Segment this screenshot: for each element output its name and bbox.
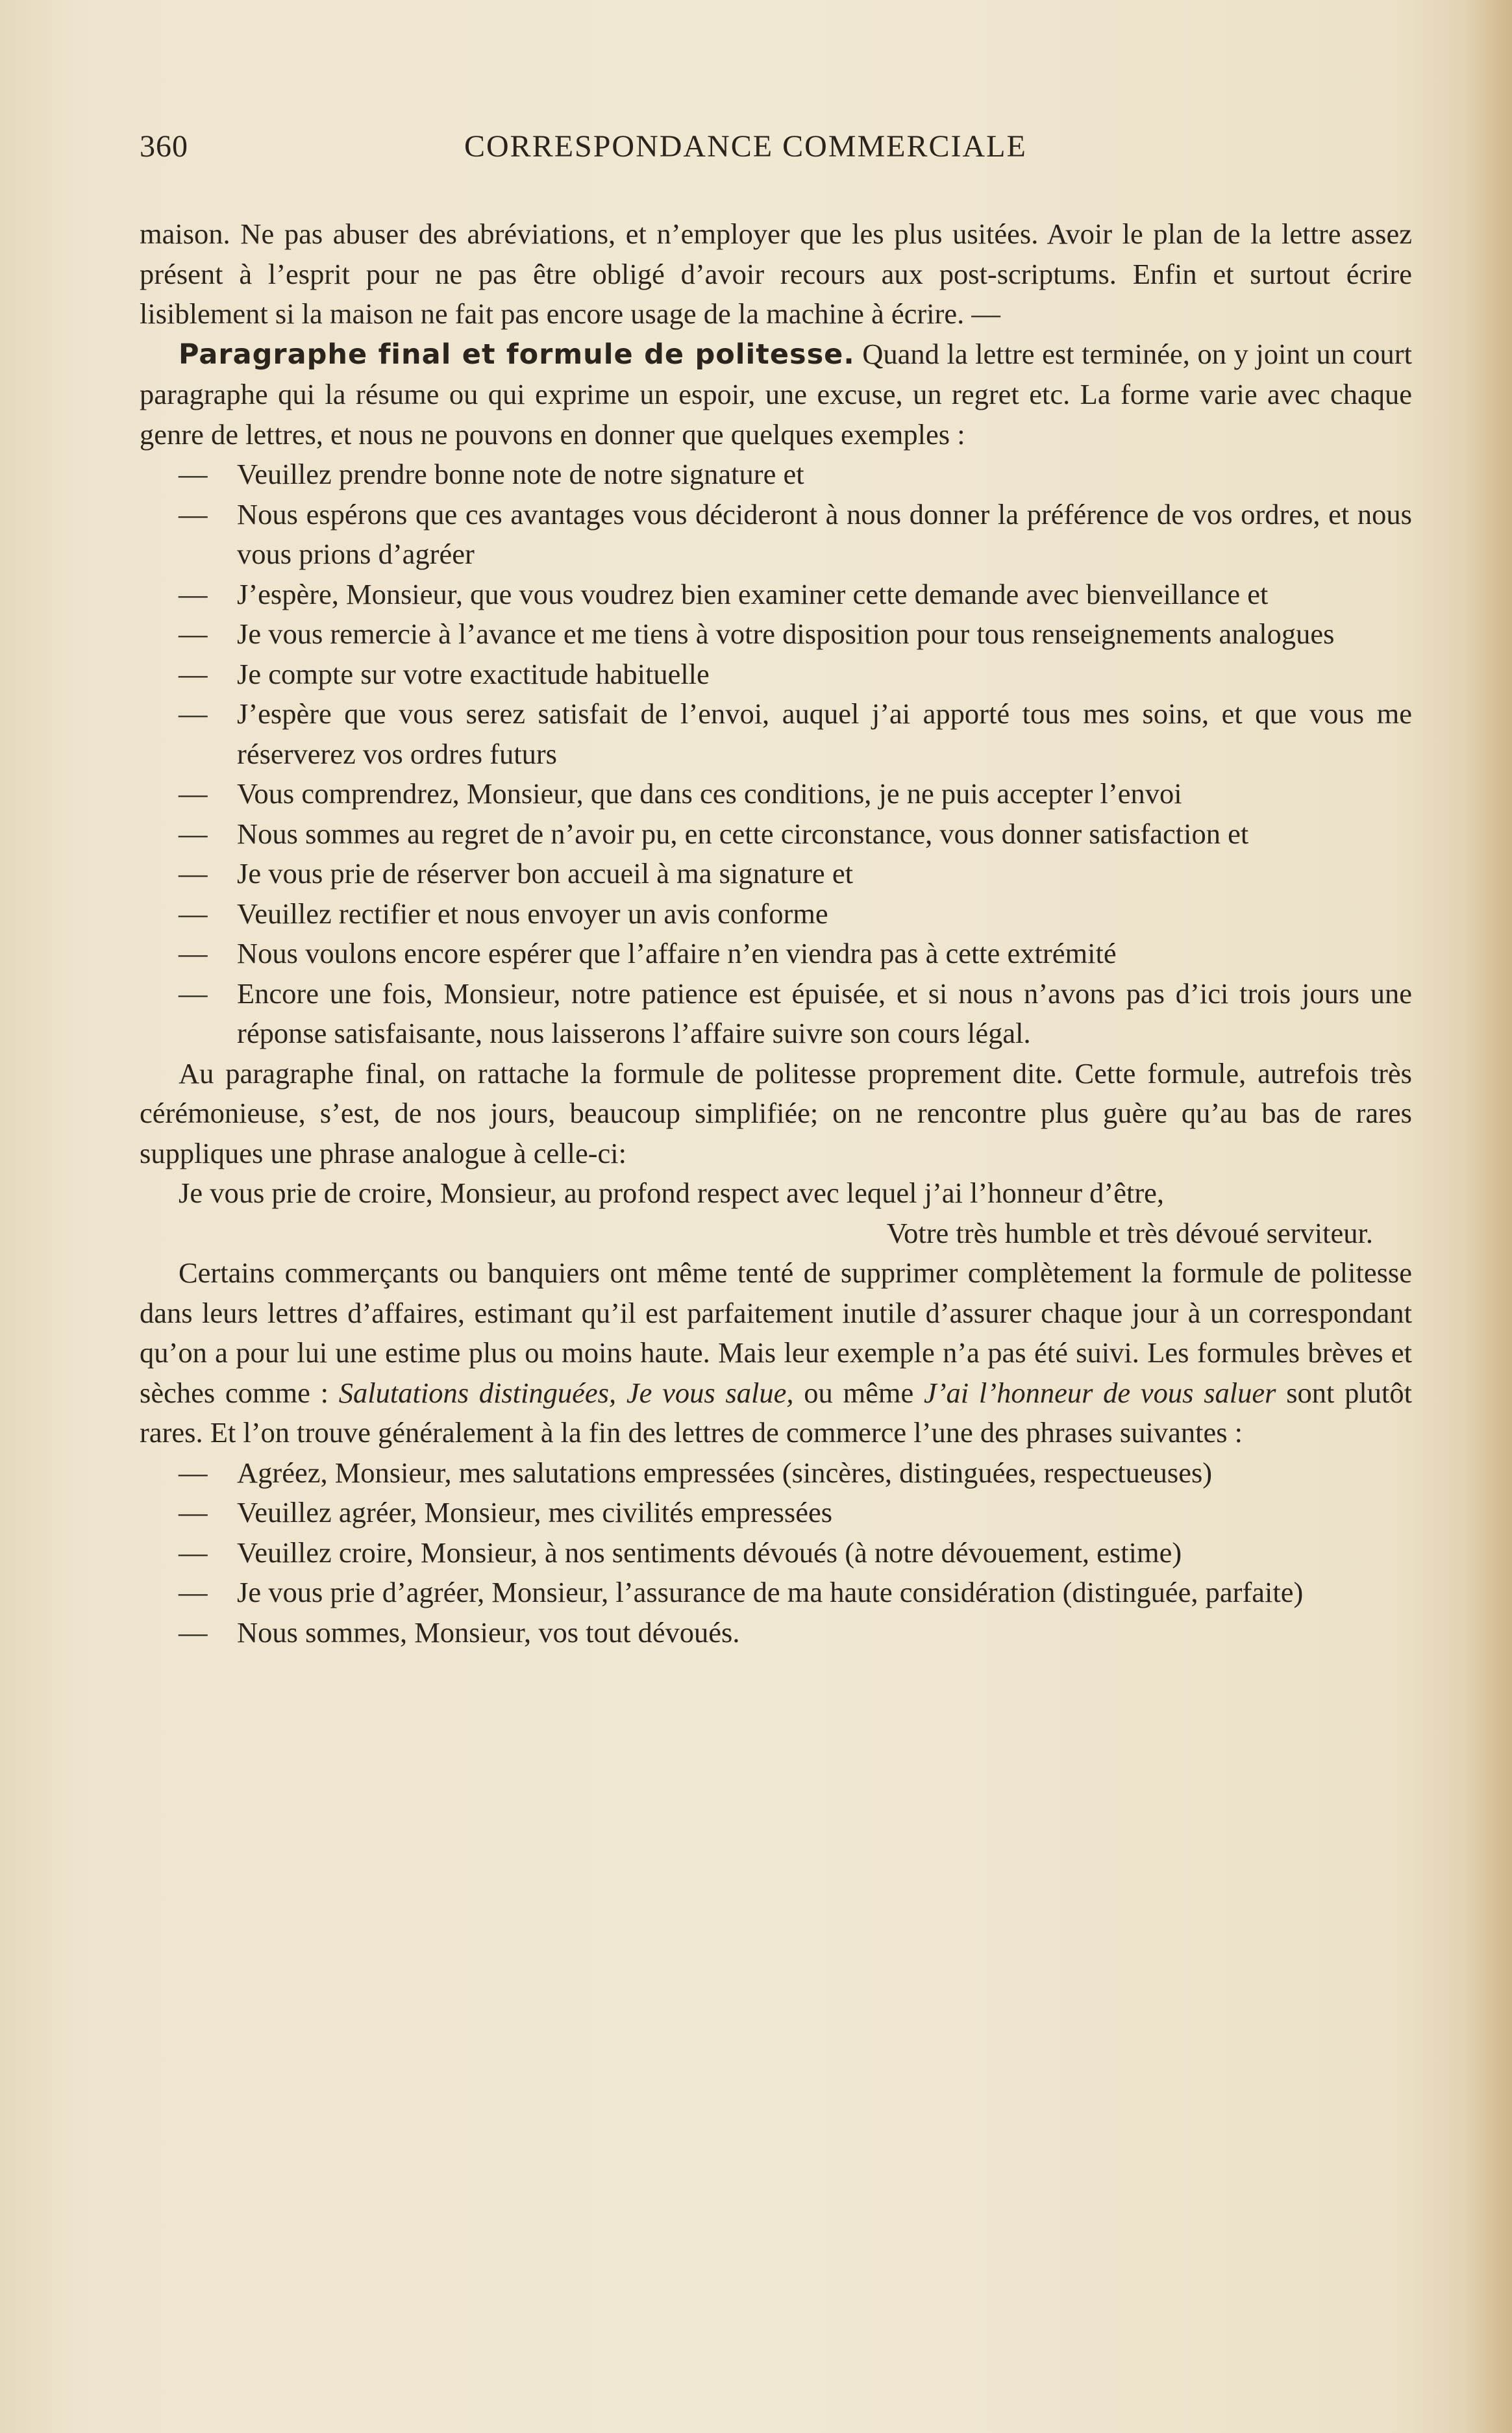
formule-paragraph: Au paragraphe final, on rattache la formule de politesse proprement dite. Cette formule, autrefois très cérémonieuse, s’est, de nos jours, beaucoup simplifiée; on ne rencontre plus guère qu’au bas de rares suppliques une phrase analogue à celle-ci: (140, 1056, 1412, 1169)
page-edge-shadow (1467, 0, 1512, 2433)
quote-closing: Votre très humble et très dévoué serviteur. (886, 1216, 1373, 1249)
list-item: — Je vous prie de réserver bon accueil à ma signature et (237, 854, 1412, 894)
list-item: — Veuillez prendre bonne note de notre signature et (237, 455, 1412, 495)
italic-formule-2: J’ai l’honneur de vous saluer (923, 1376, 1276, 1409)
list-item: — J’espère, Monsieur, que vous voudrez bien examiner cette demande avec bienveillance et (237, 575, 1412, 615)
certains-text-2: sont plutôt rares. Et l’on trouve généralement à la fin des lettres de commerce l’une des phrases suivantes : (140, 1376, 1412, 1449)
list-item: — Veuillez agréer, Monsieur, mes civilités empressées (237, 1493, 1412, 1533)
list-item: — Je compte sur votre exactitude habituelle (237, 655, 1412, 695)
list-item: — Je vous remercie à l’avance et me tiens à votre disposition pour tous renseignements analogues (237, 614, 1412, 655)
intro-paragraph: maison. Ne pas abuser des abréviations, et n’employer que les plus usitées. Avoir le plan de la lettre assez présent à l’esprit pour ne pas être obligé d’avoir recours aux post-scriptums. Enfin et surtout écrire lisiblement si la maison ne fait pas encore usage de la machine à écrire. — (140, 218, 1412, 330)
list-item: — Nous sommes au regret de n’avoir pu, en cette circonstance, vous donner satisfaction et (237, 814, 1412, 855)
running-title: CORRESPONDANCE COMMERCIALE (464, 129, 1027, 164)
page-body (140, 214, 1412, 1653)
list-item: — Agréez, Monsieur, mes salutations empressées (sincères, distinguées, respectueuses) (237, 1453, 1412, 1493)
section-paragraph (140, 334, 1412, 455)
list-item: — Je vous prie d’agréer, Monsieur, l’assurance de ma haute considération (distinguée, parfaite) (237, 1573, 1412, 1613)
page-number: 360 (140, 129, 188, 164)
certains-text-1: Certains commerçants ou banquiers ont même tenté de supprimer complètement la formule de politesse dans leurs lettres d’affaires, estimant qu’il est parfaitement inutile d’assurer chaque jour à un correspondant qu’on a pour lui une estime plus ou moins haute. Mais leur exemple n’a pas été suivi. Les formules brèves et sèches comme : (140, 1256, 1412, 1409)
list-item: — Veuillez rectifier et nous envoyer un avis conforme (237, 894, 1412, 934)
formules-list (140, 1453, 1412, 1653)
list-item: — Nous espérons que ces avantages vous décideront à nous donner la préférence de vos ordres, et nous vous prions d’agréer (237, 495, 1412, 575)
italic-formule-1: Salutations distinguées, Je vous salue, (338, 1376, 794, 1409)
list-item: — Encore une fois, Monsieur, notre patience est épuisée, et si nous n’avons pas d’ici trois jours une réponse satisfaisante, nous laisserons l’affaire suivre son cours légal. (237, 974, 1412, 1054)
quote-text: Je vous prie de croire, Monsieur, au profond respect avec lequel j’ai l’honneur d’être, (179, 1177, 1165, 1209)
section-text: Quand la lettre est terminée, on y joint un court paragraphe qui la résume ou qui exprime un espoir, une excuse, un regret etc. La forme varie avec chaque genre de lettres, et nous ne pouvons en donner que quelques exemples : (140, 337, 1412, 451)
section-heading: Paragraphe final et formule de politesse. (179, 338, 855, 371)
list-item: — Veuillez croire, Monsieur, à nos sentiments dévoués (à notre dévouement, estime) (237, 1533, 1412, 1573)
list-item: — J’espère que vous serez satisfait de l’envoi, auquel j’ai apporté tous mes soins, et que vous me réserverez vos ordres futurs (237, 694, 1412, 774)
certains-paragraph (140, 1253, 1412, 1453)
list-item: — Nous voulons encore espérer que l’affaire n’en viendra pas à cette extrémité (237, 934, 1412, 974)
page-header (140, 129, 1412, 174)
list-item: — Nous sommes, Monsieur, vos tout dévoués. (237, 1613, 1412, 1653)
ou-meme: ou même (804, 1376, 914, 1409)
list-item: — Vous comprendrez, Monsieur, que dans ces conditions, je ne puis accepter l’envoi (237, 774, 1412, 814)
example-list (140, 455, 1412, 1054)
